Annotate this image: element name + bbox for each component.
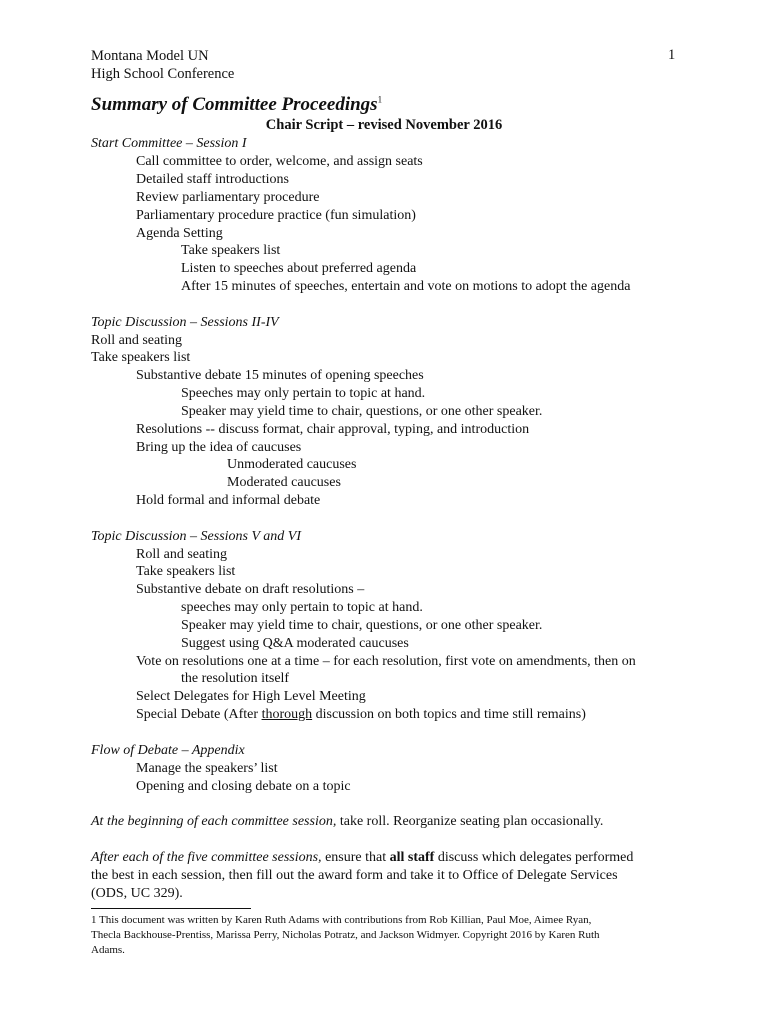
list-item: Hold formal and informal debate — [136, 493, 321, 508]
list-item: Substantive debate 15 minutes of opening speeches — [136, 368, 424, 383]
paragraph-awards-italic: After each of the five committee sessions, — [91, 850, 322, 865]
sub-list-item: Speeches may only pertain to topic at hand. — [181, 386, 426, 401]
list-item: Parliamentary procedure practice (fun simulation) — [136, 208, 416, 223]
list-item: Bring up the idea of caucuses — [136, 440, 302, 455]
title-footnote-mark: 1 — [377, 94, 383, 105]
list-item: Detailed staff introductions — [136, 172, 289, 187]
sub-list-item: Listen to speeches about preferred agenda — [181, 261, 417, 276]
paragraph-roll-text: take roll. Reorganize seating plan occasionally. — [336, 814, 604, 829]
footnote-line-2: Thecla Backhouse-Prentiss, Marissa Perry, Nicholas Potratz, and Jackson Widmyer. Copyright 2016 by Karen Ruth — [91, 929, 600, 941]
header-line-1: Montana Model UN — [91, 48, 209, 64]
footnote — [91, 913, 691, 958]
list-item: Opening and closing debate on a topic — [136, 779, 351, 794]
sub-list-item: Speaker may yield time to chair, questions, or one other speaker. — [181, 404, 543, 419]
list-item: Select Delegates for High Level Meeting — [136, 689, 366, 704]
footnote-line-1: 1 This document was written by Karen Ruth Adams with contributions from Rob Killian, Paul Moe, Aimee Ryan, — [91, 914, 592, 926]
list-item: Substantive debate on draft resolutions – — [136, 582, 365, 597]
footnote-divider — [91, 908, 251, 909]
list-item: Call committee to order, welcome, and assign seats — [136, 154, 423, 169]
list-item: Roll and seating — [136, 547, 227, 562]
page-title — [91, 94, 382, 116]
sub-list-item: speeches may only pertain to topic at hand. — [181, 600, 423, 615]
section-heading-sessions-5-6: Topic Discussion – Sessions V and VI — [91, 529, 302, 544]
paragraph-roll — [91, 813, 603, 831]
sub-list-item: After 15 minutes of speeches, entertain and vote on motions to adopt the agenda — [181, 279, 631, 294]
list-item-continuation: the resolution itself — [181, 671, 290, 686]
paragraph-awards-line-3: (ODS, UC 329). — [91, 886, 183, 901]
footnote-line-3: Adams. — [91, 944, 125, 956]
list-item-special-debate — [136, 706, 586, 724]
list-item: Take speakers list — [91, 350, 191, 365]
section-heading-sessions-2-4: Topic Discussion – Sessions II-IV — [91, 315, 279, 330]
sub-list-item: Speaker may yield time to chair, questions, or one other speaker. — [181, 618, 543, 633]
page-subtitle: Chair Script – revised November 2016 — [265, 117, 503, 133]
list-item: Review parliamentary procedure — [136, 190, 320, 205]
section-heading-session-1: Start Committee – Session I — [91, 136, 247, 151]
sub-list-item: Unmoderated caucuses — [227, 457, 357, 472]
paragraph-awards-mid: ensure that — [321, 850, 390, 865]
list-item: Vote on resolutions one at a time – for each resolution, first vote on amendments, then on — [136, 654, 636, 669]
sub-list-item: Suggest using Q&A moderated caucuses — [181, 636, 409, 651]
paragraph-roll-italic: At the beginning of each committee session, — [91, 814, 337, 829]
list-item: Agenda Setting — [136, 226, 223, 241]
special-debate-post: discussion on both topics and time still remains) — [312, 707, 586, 722]
list-item: Roll and seating — [91, 333, 182, 348]
paragraph-awards-bold: all staff — [389, 850, 435, 865]
special-debate-pre: Special Debate (After — [136, 707, 262, 722]
list-item: Resolutions -- discuss format, chair approval, typing, and introduction — [136, 422, 530, 437]
sub-list-item: Moderated caucuses — [227, 475, 341, 490]
paragraph-awards-line-1 — [91, 849, 633, 867]
list-item: Take speakers list — [136, 564, 236, 579]
list-item: Manage the speakers’ list — [136, 761, 278, 776]
header-line-2: High School Conference — [91, 66, 235, 82]
paragraph-awards-line-2: the best in each session, then fill out the award form and take it to Office of Delegate Services — [91, 868, 618, 883]
paragraph-awards-rest: discuss which delegates performed — [434, 850, 634, 865]
page-number: 1 — [668, 47, 676, 63]
special-debate-underlined: thorough — [261, 707, 313, 722]
section-heading-appendix: Flow of Debate – Appendix — [91, 743, 245, 758]
sub-list-item: Take speakers list — [181, 243, 281, 258]
title-text: Summary of Committee Proceedings — [91, 94, 378, 115]
